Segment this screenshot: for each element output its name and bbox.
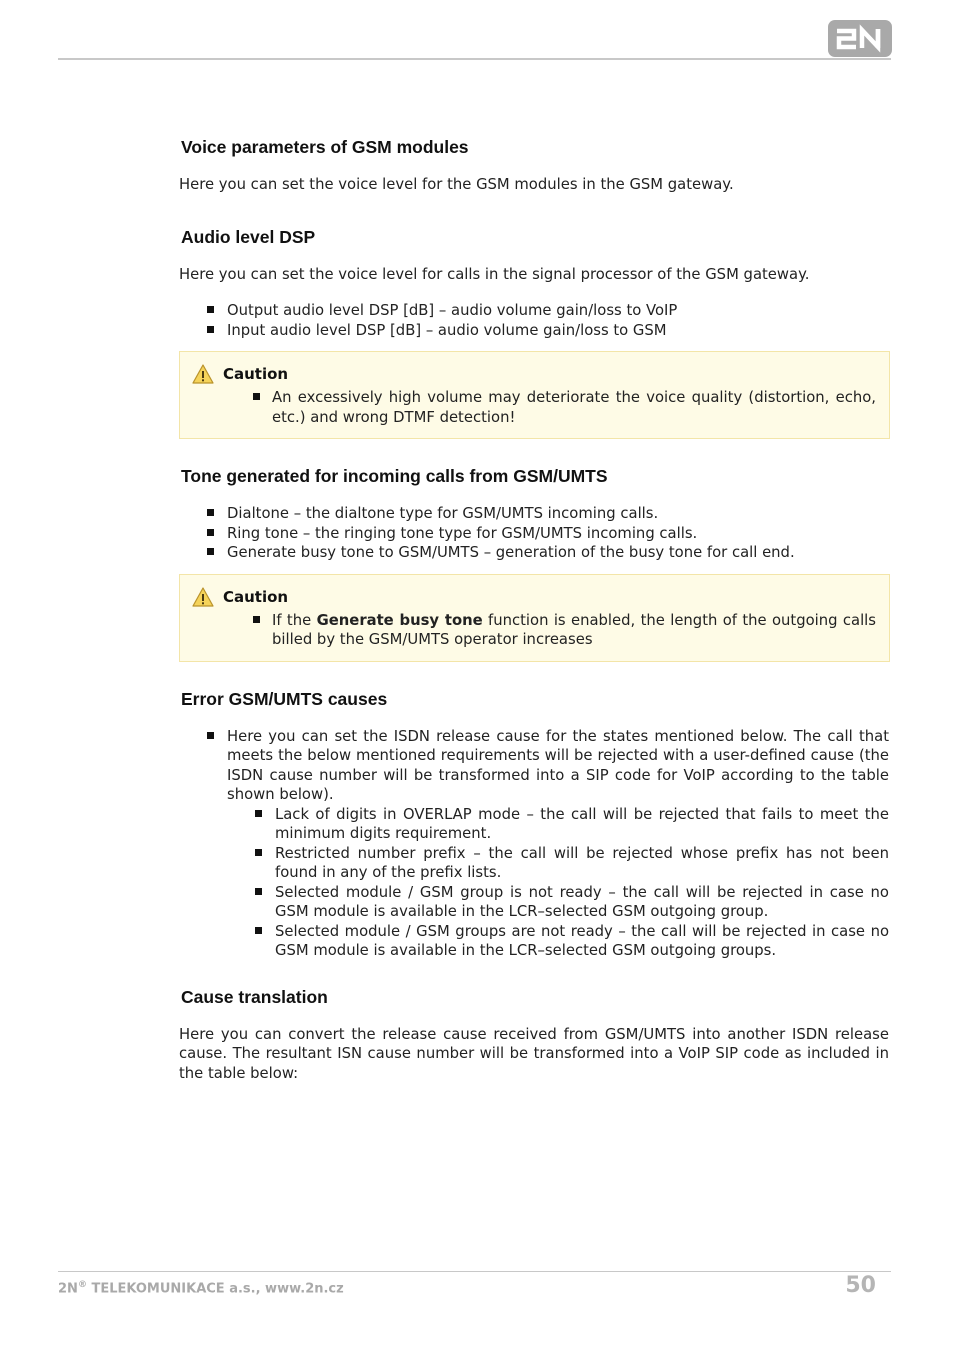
footer-company-text: TELEKOMUNIKACE a.s., www.2n.cz	[86, 1281, 344, 1297]
footer-rule	[58, 1271, 891, 1272]
heading-tone-generated: Tone generated for incoming calls from GSM/UMTS	[181, 466, 608, 486]
page-content	[179, 136, 889, 1083]
error-causes-sublist	[179, 805, 889, 961]
caution-text-post: function is enabled, the length of the outgoing calls billed by the GSM/UMTS operator increases	[272, 611, 877, 648]
cause-translation-text: Here you can convert the release cause received from GSM/UMTS into another ISDN release cause. The resultant ISN cause number will be transformed into a VoIP SIP code as included in the table below:	[179, 1025, 889, 1082]
brand-logo	[828, 20, 892, 57]
caution-title: Caution	[223, 365, 289, 383]
tone-list	[179, 504, 889, 563]
footer-company	[58, 1280, 344, 1296]
caution-text-bold: Generate busy tone	[316, 611, 483, 629]
voice-parameters-text: Here you can set the voice level for the GSM modules in the GSM gateway.	[179, 176, 734, 193]
error-causes-list	[179, 727, 889, 805]
list-item: Generate busy tone to GSM/UMTS – generation of the busy tone for call end.	[179, 543, 889, 563]
caution-list	[192, 388, 876, 427]
page-number: 50	[845, 1273, 876, 1298]
list-item: Here you can set the ISDN release cause for the states mentioned below. The call that meets the below mentioned requirements will be rejected with a user-defined cause (the ISDN cause number will be transformed into a SIP code for VoIP according to the table shown below).	[179, 727, 889, 805]
heading-cause-translation: Cause translation	[181, 986, 328, 1007]
heading-voice-parameters: Voice parameters of GSM modules	[181, 137, 469, 157]
list-item: Dialtone – the dialtone type for GSM/UMTS incoming calls.	[179, 504, 889, 524]
caution-text-pre: If the	[272, 611, 317, 629]
caution-list	[192, 611, 876, 650]
warning-icon	[192, 363, 214, 385]
list-item: Lack of digits in OVERLAP mode – the call will be rejected that fails to meet the minimum digits requirement.	[179, 805, 889, 844]
heading-audio-level: Audio level DSP	[181, 226, 316, 247]
audio-level-list	[179, 301, 889, 340]
caution-item	[192, 611, 876, 650]
header-rule	[58, 58, 891, 60]
warning-icon	[192, 586, 214, 608]
list-item: Selected module / GSM group is not ready – the call will be rejected in case no GSM module is available in the LCR–selected GSM outgoing group.	[179, 883, 889, 922]
list-item: Restricted number prefix – the call will be rejected whose prefix has not been found in any of the prefix lists.	[179, 844, 889, 883]
registered-mark: ®	[77, 1280, 87, 1290]
logo-2n-icon	[828, 20, 892, 57]
list-item: Ring tone – the ringing tone type for GSM/UMTS incoming calls.	[179, 524, 889, 544]
caution-box-volume	[179, 351, 890, 439]
list-item: Selected module / GSM groups are not ready – the call will be rejected in case no GSM module is available in the LCR–selected GSM outgoing groups.	[179, 922, 889, 961]
footer-brand: 2N	[58, 1281, 78, 1297]
list-item: Output audio level DSP [dB] – audio volume gain/loss to VoIP	[179, 301, 889, 321]
list-item: Input audio level DSP [dB] – audio volume gain/loss to GSM	[179, 321, 889, 341]
audio-level-text: Here you can set the voice level for calls in the signal processor of the GSM gateway.	[179, 265, 810, 283]
caution-box-busy-tone	[179, 574, 890, 662]
caution-title: Caution	[223, 587, 289, 606]
caution-item: An excessively high volume may deteriorate the voice quality (distortion, echo, etc.) and wrong DTMF detection!	[192, 388, 876, 427]
heading-error-causes: Error GSM/UMTS causes	[181, 688, 388, 709]
